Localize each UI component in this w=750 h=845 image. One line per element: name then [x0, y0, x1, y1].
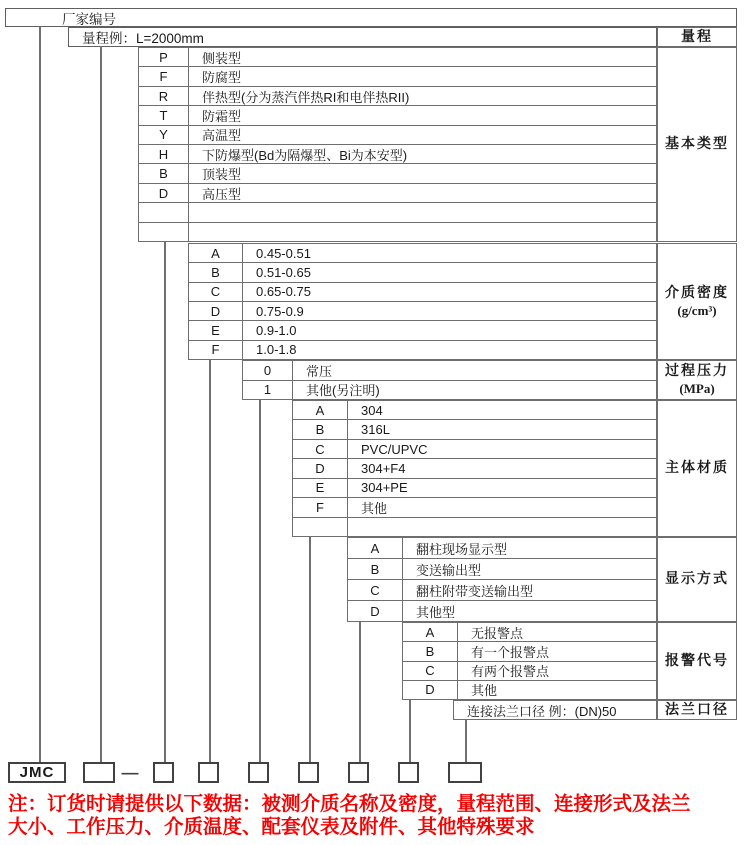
- model-code-box: [248, 762, 269, 783]
- table-row: [243, 381, 656, 400]
- desc-cell: [189, 203, 656, 221]
- section-label-text: 介质密度: [665, 285, 729, 301]
- code-cell: [139, 223, 189, 241]
- code-cell: Y: [139, 126, 189, 144]
- table-row: [293, 459, 656, 478]
- table-row: [348, 559, 656, 580]
- section-label-basic-type: [657, 47, 737, 242]
- section-label-text: 过程压力: [665, 364, 729, 379]
- code-cell: F: [293, 498, 348, 516]
- connector-line: [359, 622, 361, 762]
- code-cell: B: [139, 164, 189, 182]
- code-cell: B: [189, 263, 243, 281]
- desc-cell: 侧装型: [202, 50, 242, 66]
- table-row: [139, 48, 656, 67]
- table-row: [139, 145, 656, 164]
- section-label-alarm-code: [657, 622, 737, 700]
- table-row: [348, 580, 656, 601]
- code-cell: D: [348, 601, 403, 621]
- section-medium-density: [188, 243, 657, 360]
- section-label-text: 基本类型: [665, 137, 729, 152]
- table-row: [139, 164, 656, 183]
- code-cell: A: [403, 623, 458, 641]
- note-line-2: 大小、工作压力、介质温度、配套仪表及附件、其他特殊要求: [8, 815, 535, 838]
- desc-cell: 高压型: [202, 186, 242, 202]
- code-cell: E: [293, 479, 348, 497]
- table-row: [293, 440, 656, 459]
- desc-cell: 其他: [361, 500, 388, 516]
- desc-cell: 翻柱现场显示型: [416, 541, 508, 557]
- code-cell: 0: [243, 361, 293, 380]
- table-row: [139, 67, 656, 86]
- section-display-mode: [347, 537, 657, 622]
- table-row: [293, 498, 656, 517]
- connector-line: [39, 27, 41, 762]
- code-cell: C: [348, 580, 403, 600]
- connector-line: [209, 360, 211, 762]
- desc-cell: 常压: [306, 363, 333, 379]
- code-cell: D: [139, 184, 189, 202]
- table-row: [293, 479, 656, 498]
- code-cell: A: [293, 401, 348, 419]
- model-code-box: [398, 762, 419, 783]
- desc-cell: 304+PE: [361, 480, 408, 496]
- desc-cell: 304+F4: [361, 460, 406, 476]
- desc-cell: 变送输出型: [416, 562, 482, 578]
- connector-line: [309, 537, 311, 762]
- code-cell: C: [403, 662, 458, 680]
- section-label-range: 量程: [657, 27, 737, 47]
- model-code-box: [298, 762, 319, 783]
- desc-cell: 0.65-0.75: [256, 284, 311, 300]
- desc-cell: 防霜型: [202, 108, 242, 124]
- section-label-text: 报警代号: [665, 653, 729, 669]
- code-cell: T: [139, 106, 189, 124]
- desc-cell: 有一个报警点: [471, 644, 550, 660]
- code-cell: R: [139, 87, 189, 105]
- model-prefix-label: JMC: [19, 764, 55, 781]
- desc-cell: 0.45-0.51: [256, 245, 311, 261]
- model-separator-dash: —: [121, 762, 139, 782]
- table-row: [348, 601, 656, 621]
- table-row: [189, 321, 656, 340]
- desc-cell: 下防爆型(Bd为隔爆型、Bi为本安型): [202, 147, 408, 163]
- note-line-1: 注：订货时请提供以下数据：被测介质名称及密度，量程范围、连接形式及法兰: [8, 793, 691, 815]
- section-basic-type: [138, 47, 657, 242]
- section-process-pressure: [242, 360, 657, 400]
- section-label-text: (g/cm³): [677, 302, 717, 318]
- table-row: [139, 203, 656, 222]
- desc-cell: 其他(另注明): [306, 383, 380, 399]
- desc-cell: 其他型: [416, 604, 456, 620]
- code-cell: P: [139, 48, 189, 66]
- desc-cell: 顶装型: [202, 167, 242, 183]
- code-cell: D: [403, 681, 458, 699]
- section-label-text: 显示方式: [665, 572, 729, 587]
- code-cell: B: [348, 559, 403, 579]
- model-code-box: [83, 762, 115, 783]
- table-row: [139, 184, 656, 203]
- code-cell: 1: [243, 381, 293, 400]
- code-cell: C: [293, 440, 348, 458]
- desc-cell: 0.75-0.9: [256, 303, 304, 319]
- desc-cell: 有两个报警点: [471, 664, 550, 680]
- table-row: [139, 106, 656, 125]
- section-flange-size: [453, 700, 657, 720]
- section-label-text: (MPa): [679, 381, 715, 396]
- section-label-body-material: [657, 400, 737, 537]
- table-row: [139, 126, 656, 145]
- manufacturer-label: 厂家编号: [62, 11, 116, 27]
- desc-cell: 翻柱附带变送输出型: [416, 583, 534, 599]
- section-label-text: 法兰口径: [665, 702, 729, 718]
- table-row: [403, 642, 656, 661]
- connector-line: [465, 719, 467, 762]
- section-alarm-code: [402, 622, 657, 700]
- section-label-display-mode: [657, 537, 737, 622]
- table-row: [293, 401, 656, 420]
- range-row: [68, 27, 657, 47]
- code-cell: D: [189, 302, 243, 320]
- desc-cell: 0.51-0.65: [256, 264, 311, 280]
- table-row: [293, 518, 656, 536]
- desc-cell: 连接法兰口径 例：(DN)50: [467, 703, 617, 719]
- model-prefix-box: [8, 762, 66, 783]
- table-row: [243, 361, 656, 381]
- table-row: [139, 87, 656, 106]
- range-example-text: 量程例：L=2000mm: [82, 31, 204, 46]
- model-code-box: [198, 762, 219, 783]
- code-cell: E: [189, 321, 243, 339]
- connector-line: [100, 46, 102, 762]
- desc-cell: 无报警点: [471, 625, 524, 641]
- table-row: [293, 420, 656, 439]
- desc-cell: 其他: [471, 683, 498, 699]
- table-row: [403, 681, 656, 699]
- code-cell: F: [139, 67, 189, 85]
- desc-cell: 高温型: [202, 128, 242, 144]
- connector-line: [259, 400, 261, 762]
- code-cell: H: [139, 145, 189, 163]
- table-row: [348, 538, 656, 559]
- desc-cell: 304: [361, 402, 383, 418]
- code-cell: D: [293, 459, 348, 477]
- table-row: [189, 244, 656, 263]
- code-cell: C: [189, 283, 243, 301]
- desc-cell: 伴热型(分为蒸汽伴热RI和电伴热RII): [202, 89, 410, 105]
- table-row: [454, 701, 656, 719]
- desc-cell: 316L: [361, 422, 390, 438]
- code-cell: [139, 203, 189, 221]
- code-cell: A: [189, 244, 243, 262]
- table-row: [189, 263, 656, 282]
- connector-line: [164, 242, 166, 762]
- desc-cell: PVC/UPVC: [361, 441, 428, 457]
- ordering-note: [8, 793, 691, 838]
- table-row: [189, 283, 656, 302]
- model-code-box: [348, 762, 369, 783]
- section-label-text: 主体材质: [665, 461, 729, 476]
- model-code-box: [448, 762, 482, 783]
- desc-cell: 1.0-1.8: [256, 342, 297, 358]
- table-row: [139, 223, 656, 241]
- section-label-flange-size: [657, 700, 737, 720]
- connector-line: [409, 700, 411, 762]
- desc-cell: 0.9-1.0: [256, 322, 297, 338]
- model-code-box: [153, 762, 174, 783]
- desc-cell: 防腐型: [202, 70, 242, 86]
- section-label-process-pressure: [657, 360, 737, 400]
- code-cell: [293, 518, 348, 536]
- table-row: [189, 302, 656, 321]
- code-cell: A: [348, 538, 403, 558]
- table-row: [189, 341, 656, 359]
- desc-cell: [348, 518, 656, 536]
- desc-cell: [189, 223, 656, 241]
- section-body-material: [292, 400, 657, 537]
- manufacturer-row: [5, 8, 737, 27]
- table-row: [403, 623, 656, 642]
- code-cell: B: [293, 420, 348, 438]
- code-cell: B: [403, 642, 458, 660]
- code-cell: F: [189, 341, 243, 359]
- section-label-medium-density: [657, 243, 737, 360]
- table-row: [403, 662, 656, 681]
